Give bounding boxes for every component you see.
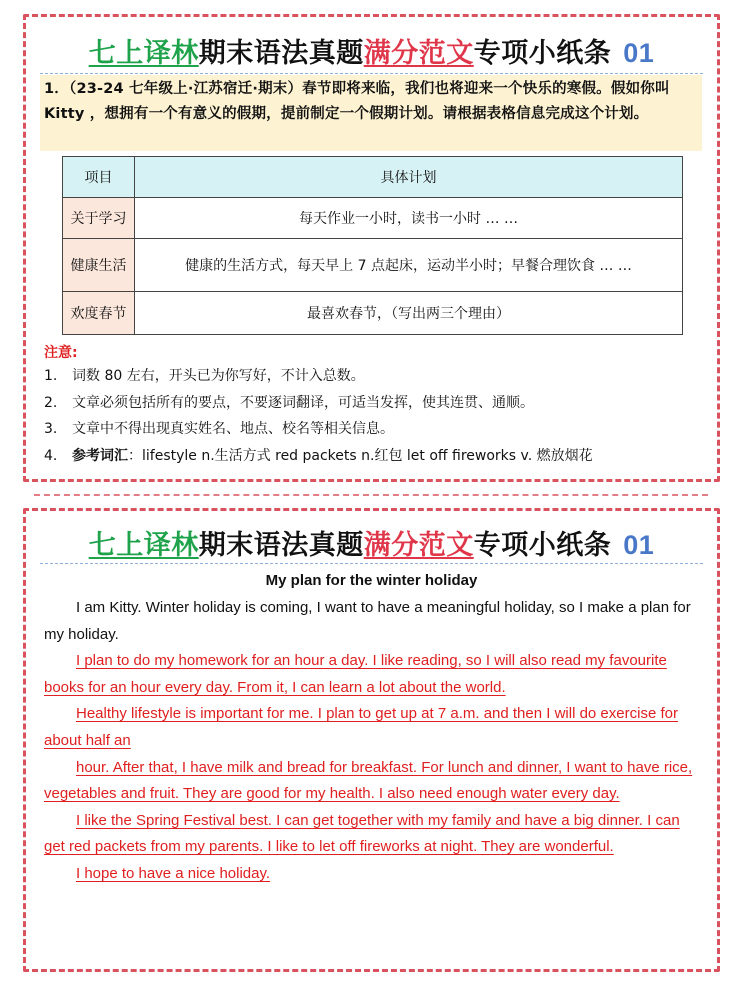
title-note: 专项小纸条	[473, 530, 612, 561]
table-header-item: 项目	[63, 157, 135, 198]
question-card	[23, 14, 720, 482]
list-item: 3. 文章中不得出现真实姓名、地点、校名等相关信息。	[44, 421, 394, 437]
table-row	[63, 198, 683, 239]
table-row	[63, 292, 683, 335]
title-topic: 期末语法真题	[198, 38, 364, 69]
title-essay: 满分范文	[363, 530, 474, 561]
list-item: 1. 词数 80 左右，开头已为你写好，不计入总数。	[44, 368, 365, 384]
title-number: 01	[623, 530, 655, 560]
title-textbook: 七上译林	[88, 38, 199, 69]
essay-paragraph-health-a: Healthy lifestyle is important for me. I plan to get up at 7 a.m. and then I will do exercise for about half an	[44, 705, 678, 749]
essay-paragraph-health-b: hour. After that, I have milk and bread for breakfast. For lunch and dinner, I want to have rice, vegetables and fruit. They are good for my health. I also need enough water every day.	[44, 758, 693, 803]
row-content: 最喜欢春节，（写出两三个理由）	[135, 292, 683, 335]
essay-paragraph-study: I plan to do my homework for an hour a day. I like reading, so I will also read my favourite books for an hour every day. From it, I can learn a lot about the world.	[44, 652, 667, 696]
title-essay: 满分范文	[363, 38, 474, 69]
essay-paragraph-festival: I like the Spring Festival best. I can get together with my family and have a big dinner. I can get red packets from my parents. I like to let off fireworks at night. They are wonderful.	[44, 811, 680, 856]
divider	[40, 73, 703, 74]
row-label: 关于学习	[63, 198, 135, 239]
page-title	[26, 31, 717, 70]
title-number: 01	[623, 38, 655, 68]
essay-card	[23, 508, 720, 972]
list-item: 2. 文章必须包括所有的要点，不要逐词翻译，可适当发挥，使其连贯、通顺。	[44, 394, 534, 411]
row-content: 健康的生活方式，每天早上 7 点起床，运动半小时；早餐合理饮食 … …	[135, 239, 683, 292]
row-label: 欢度春节	[63, 292, 135, 335]
divider	[40, 563, 703, 564]
list-item: 4. 参考词汇：lifestyle n.生活方式 red packets n.红包 let off fireworks v. 燃放烟花	[44, 447, 593, 464]
row-label: 健康生活	[63, 239, 135, 292]
title-topic: 期末语法真题	[198, 530, 364, 561]
essay-closing: I hope to have a nice holiday.	[76, 864, 271, 882]
table-header-plan: 具体计划	[135, 157, 683, 198]
essay-intro: I am Kitty. Winter holiday is coming, I want to have a meaningful holiday, so I make a plan for my holiday.	[44, 599, 691, 643]
essay-closing-wrap	[44, 861, 704, 888]
notes-title: 注意:	[44, 345, 78, 361]
title-note: 专项小纸条	[473, 38, 612, 69]
table-row	[63, 239, 683, 292]
title-textbook: 七上译林	[88, 530, 199, 561]
notes-list	[44, 363, 714, 469]
section-separator	[34, 494, 708, 496]
row-content: 每天作业一小时，读书一小时 … …	[135, 198, 683, 239]
question-text: 1．（23-24 七年级上·江苏宿迁·期末）春节即将来临，我们也将迎来一个快乐的寒假。假如你叫 Kitty ，想拥有一个有意义的假期，提前制定一个假期计划。请根据表格信息完成这个计划。	[40, 75, 702, 151]
plan-table	[62, 156, 683, 335]
essay-title: My plan for the winter holiday	[265, 572, 478, 589]
page-title	[26, 523, 717, 562]
essay-body	[44, 595, 704, 888]
